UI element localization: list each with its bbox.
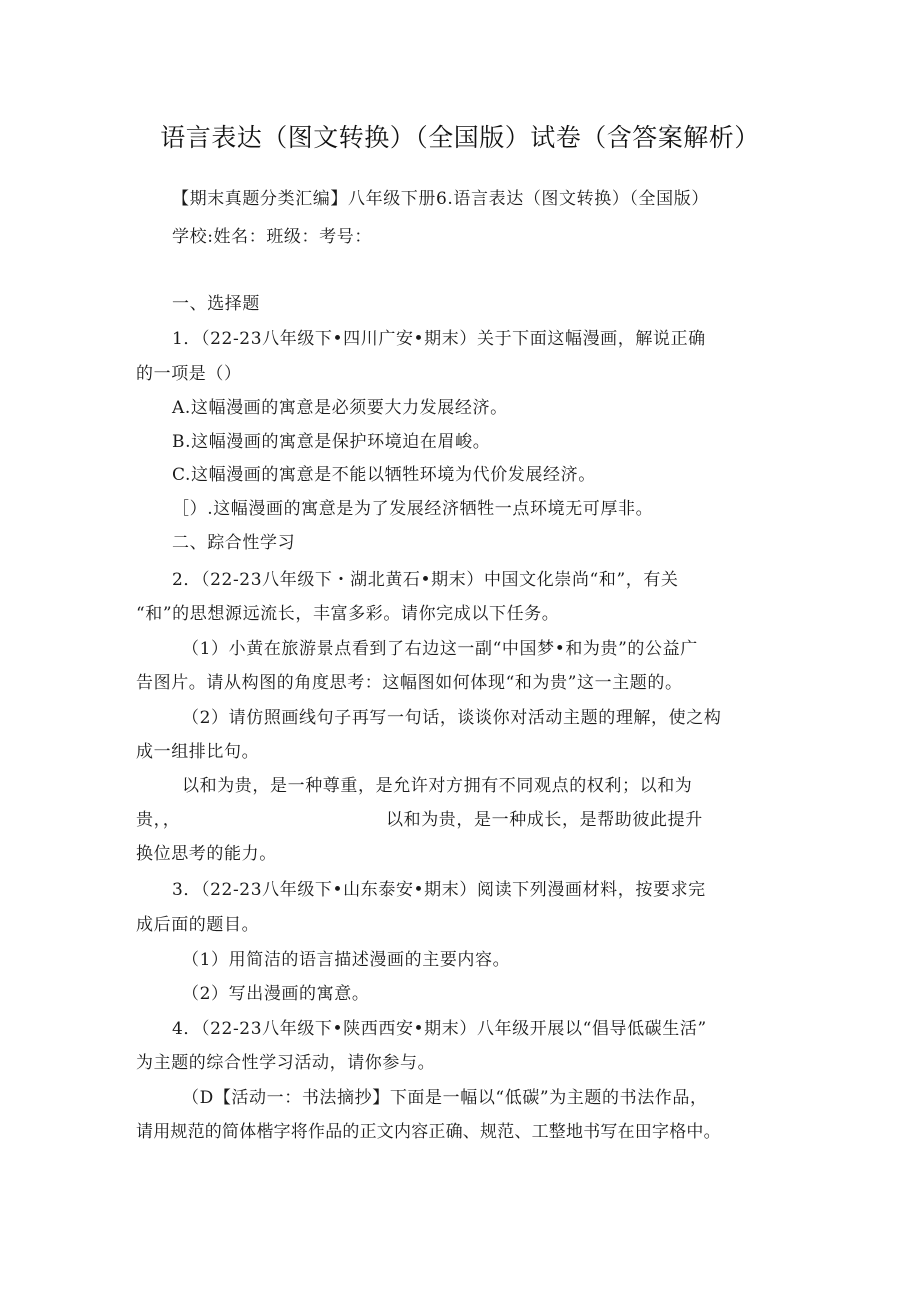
question-1-stem-cont: 的一项是（） bbox=[136, 364, 242, 384]
question-3-stem: 3．（22-23八年级下•山东泰安•期末）阅读下列漫画材料，按要求完 bbox=[172, 880, 706, 900]
question-1-option-b: B.这幅漫画的寓意是保护环境迫在眉峻。 bbox=[172, 432, 491, 452]
question-1-option-d: ［）.这幅漫画的寓意是为了发展经济牺牲一点环境无可厚非。 bbox=[172, 499, 654, 519]
section-heading-comprehensive: 二、踪合性学习 bbox=[172, 533, 296, 553]
question-2-paragraph-end: 换位思考的能力。 bbox=[136, 844, 277, 864]
question-2-paragraph-cont: 以和为贵，是一种成长，是帮助彼此提升 bbox=[386, 810, 703, 830]
question-4-activity-1: （D【活动一：书法摘抄】下面是一幅以“低碳”为主题的书法作品， bbox=[182, 1088, 708, 1108]
question-1-stem: 1．（22-23八年级下•四川广安•期末）关于下面这幅漫画，解说正确 bbox=[172, 329, 706, 349]
question-2-paragraph-blank-start: 贵，， bbox=[136, 810, 181, 830]
question-2-stem-cont: “和”的思想源远流长，丰富多彩。请你完成以下任务。 bbox=[136, 604, 560, 624]
question-2-sub-1: （1）小黄在旅游景点看到了右边这一副“中国梦•和为贵”的公益广 bbox=[182, 639, 698, 659]
question-1-option-c: C.这幅漫画的寓意是不能以牺牲环境为代价发展经济。 bbox=[172, 465, 596, 485]
question-4-stem-cont: 为主题的综合性学习活动，请你参与。 bbox=[136, 1053, 436, 1073]
question-2-sub-1-cont: 告图片。请从构图的角度思考：这幅图如何体现“和为贵”这一主题的。 bbox=[136, 673, 683, 693]
question-2-stem: 2．（22-23八年级下・湖北黄石•期末）中国文化崇尚“和”，有关 bbox=[172, 570, 679, 590]
question-2-sub-2: （2）请仿照画线句子再写一句话，谈谈你对活动主题的理解，使之构 bbox=[182, 708, 722, 728]
subtitle: 【期末真题分类汇编】八年级下册6.语言表达（图文转换）（全国版） bbox=[172, 189, 709, 209]
student-info-line: 学校:姓名：班级：考号： bbox=[172, 227, 372, 247]
question-2-sub-2-cont: 成一组排比句。 bbox=[136, 742, 260, 762]
question-3-sub-2: （2）写出漫画的寓意。 bbox=[182, 984, 370, 1004]
question-3-sub-1: （1）用简洁的语言描述漫画的主要内容。 bbox=[182, 950, 511, 970]
question-4-stem: 4．（22-23八年级下•陕西西安•期末）八年级开展以“倡导低碳生活” bbox=[172, 1019, 707, 1039]
question-1-option-a: A.这幅漫画的寓意是必须要大力发展经济。 bbox=[172, 398, 508, 418]
page-title: 语言表达（图文转换）（全国版）试卷（含答案解析） bbox=[160, 123, 760, 152]
section-heading-choice: 一、选择题 bbox=[172, 294, 260, 314]
question-3-stem-cont: 成后面的题目。 bbox=[136, 915, 260, 935]
question-2-paragraph: 以和为贵，是一种尊重，是允许对方拥有不同观点的权利；以和为 bbox=[182, 776, 693, 796]
question-4-activity-1-cont: 请用规范的简体楷字将作品的正文内容正确、规范、工整地书写在田字格中。 bbox=[136, 1122, 721, 1142]
